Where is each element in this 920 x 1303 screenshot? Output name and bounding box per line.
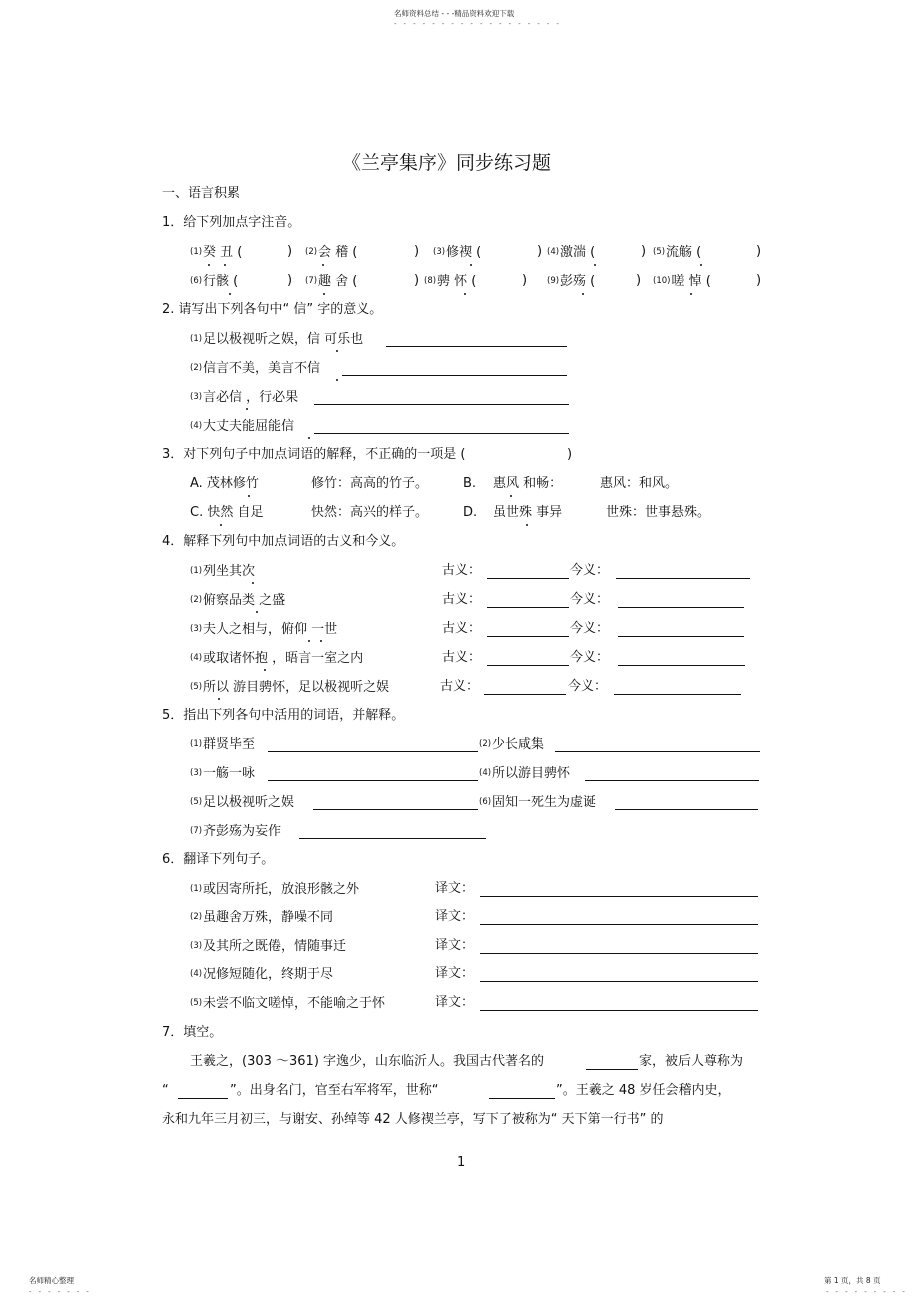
emphasis-dot	[224, 264, 226, 266]
footer-left-dashes: - - - - - - -	[29, 1288, 92, 1296]
q7-text: 王羲之，(303 ～361) 字逸少，山东临沂人。我国古代著名的	[190, 1054, 545, 1069]
q2-item: (3)言必信 ，行必果	[190, 390, 299, 405]
q2-item: (2)信言不美，美言不信	[190, 361, 321, 376]
answer-blank[interactable]	[487, 636, 569, 637]
yi-label: 译文：	[435, 938, 475, 953]
q3-option-b: B.	[463, 476, 477, 491]
q7-text: ”。出身名门，官至右军将军，世称“	[230, 1083, 439, 1098]
emphasis-dot	[246, 408, 248, 410]
q4-item: (1)列坐其次	[190, 564, 256, 579]
q4-item: (2)俯察品类 之盛	[190, 593, 286, 608]
page-number: 1	[457, 1155, 466, 1170]
header-dashes: - - - - - - - - - - - - - - - - - -	[394, 20, 562, 28]
q6-label: 6．翻译下列句子。	[162, 852, 275, 867]
footer-page-indicator: 第 1 页，共 8 页	[824, 1276, 881, 1285]
answer-blank[interactable]	[268, 751, 478, 752]
q1-close: )	[414, 244, 420, 259]
answer-blank[interactable]	[313, 809, 478, 810]
answer-blank[interactable]	[586, 1069, 638, 1070]
q5-item: (6)固知一死生为虚诞	[479, 795, 597, 810]
q2-label: 2. 请写出下列各句中“ 信” 字的意义。	[162, 302, 383, 317]
jin-label: 今义：	[570, 650, 610, 665]
q1-close: )	[287, 244, 293, 259]
answer-blank[interactable]	[487, 578, 569, 579]
answer-blank[interactable]	[480, 981, 758, 982]
q1-item: (9)彭殇 (	[547, 274, 596, 289]
q3-option-b-exp: 惠风：和风。	[600, 476, 679, 491]
page-title: 《兰亭集序》同步练习题	[342, 152, 552, 174]
q3-option-a-exp: 修竹：高高的竹子。	[311, 476, 429, 491]
q4-label: 4．解释下列句中加点词语的古义和今义。	[162, 534, 405, 549]
q5-item: (2)少长咸集	[479, 737, 545, 752]
q1-item: (6)行骸 (	[190, 274, 239, 289]
answer-blank[interactable]	[487, 665, 569, 666]
section-heading: 一、语言积累	[162, 186, 241, 201]
q6-item: (3)及其所之既倦，情随事迁	[190, 939, 347, 954]
q3-option-d: D.	[463, 505, 478, 520]
q7-text: “	[162, 1083, 169, 1098]
answer-blank[interactable]	[614, 694, 741, 695]
q7-text: 家，被后人尊称为	[639, 1054, 744, 1069]
emphasis-dot	[526, 524, 528, 526]
q2-item: (4)大丈夫能屈能信	[190, 419, 295, 434]
q5-item: (3)一觞一咏	[190, 766, 256, 781]
q1-item: (10)嗟 悼 (	[653, 274, 711, 289]
q1-close: )	[522, 273, 528, 288]
q3-option-d-exp: 世殊：世事悬殊。	[606, 505, 711, 520]
q4-item: (4)或取诸怀抱 ，晤言一室之内	[190, 651, 364, 666]
q7-text: 永和九年三月初三，与谢安、孙绰等 42 人修禊兰亭，写下了被称为“ 天下第一行书” 的	[162, 1112, 664, 1127]
q1-close: )	[641, 244, 647, 259]
answer-blank[interactable]	[585, 780, 759, 781]
answer-blank[interactable]	[299, 838, 486, 839]
emphasis-dot	[218, 698, 220, 700]
q1-close: )	[537, 244, 543, 259]
q3-option-c-exp: 快然：高兴的样子。	[311, 505, 429, 520]
emphasis-dot	[323, 293, 325, 295]
q2-item: (1)足以极视听之娱，信 可乐也	[190, 332, 364, 347]
q4-item: (5)所以 游目骋怀，足以极视听之娱	[190, 680, 390, 695]
gu-label: 古义：	[442, 621, 482, 636]
emphasis-dot	[464, 293, 466, 295]
answer-blank[interactable]	[178, 1098, 228, 1099]
gu-label: 古义：	[442, 592, 482, 607]
q6-item: (4)况修短随化，终期于尽	[190, 967, 334, 982]
q3-option-c: C. 快然 自足	[190, 505, 264, 520]
answer-blank[interactable]	[487, 607, 569, 608]
q7-label: 7．填空。	[162, 1025, 223, 1040]
jin-label: 今义：	[570, 563, 610, 578]
emphasis-dot	[256, 611, 258, 613]
answer-blank[interactable]	[618, 665, 745, 666]
q1-item: (4)激湍 (	[547, 245, 596, 260]
answer-blank[interactable]	[268, 780, 478, 781]
q1-item: (2)会 稽 (	[305, 245, 358, 260]
q7-text: ”。王羲之 48 岁任会稽内史，	[556, 1083, 731, 1098]
q3-close: )	[567, 447, 573, 462]
emphasis-dot	[320, 640, 322, 642]
q3-option-d-text: 虽世殊 事异	[493, 505, 563, 520]
yi-label: 译文：	[435, 909, 475, 924]
answer-blank[interactable]	[314, 404, 569, 405]
q6-item: (2)虽趣舍万殊，静噪不同	[190, 910, 334, 925]
q3-label: 3．对下列句子中加点词语的解释，不正确的一项是 (	[162, 447, 466, 462]
q1-item: (7)趣 舍 (	[305, 274, 358, 289]
yi-label: 译文：	[435, 881, 475, 896]
q3-option-b-text: 惠风 和畅：	[493, 476, 563, 491]
emphasis-dot	[264, 669, 266, 671]
emphasis-dot	[248, 495, 250, 497]
answer-blank[interactable]	[480, 953, 758, 954]
emphasis-dot	[229, 293, 231, 295]
q3-option-a: A. 茂林修竹	[190, 476, 259, 491]
q1-item: (3)修禊 (	[433, 245, 482, 260]
footer-right-dashes: - - - - - - - - -	[826, 1288, 908, 1296]
emphasis-dot	[252, 582, 254, 584]
q1-item: (1)癸 丑 (	[190, 245, 243, 260]
jin-label: 今义：	[570, 592, 610, 607]
answer-blank[interactable]	[618, 636, 744, 637]
q1-close: )	[287, 273, 293, 288]
answer-blank[interactable]	[616, 578, 750, 579]
q1-item: (5)流觞 (	[653, 245, 702, 260]
emphasis-dot	[220, 524, 222, 526]
emphasis-dot	[322, 264, 324, 266]
emphasis-dot	[510, 495, 512, 497]
q1-close: )	[636, 273, 642, 288]
q1-close: )	[756, 244, 762, 259]
emphasis-dot	[208, 264, 210, 266]
gu-label: 古义：	[442, 650, 482, 665]
q5-item: (7)齐彭殇为妄作	[190, 824, 282, 839]
emphasis-dot	[336, 350, 338, 352]
emphasis-dot	[470, 264, 472, 266]
emphasis-dot	[594, 264, 596, 266]
q6-item: (1)或因寄所托，放浪形骸之外	[190, 882, 360, 897]
yi-label: 译文：	[435, 995, 475, 1010]
emphasis-dot	[336, 379, 338, 381]
q1-close: )	[414, 273, 420, 288]
answer-blank[interactable]	[342, 375, 567, 376]
emphasis-dot	[690, 293, 692, 295]
q4-item: (3)夫人之相与，俯仰 一世	[190, 622, 338, 637]
answer-blank[interactable]	[615, 809, 758, 810]
answer-blank[interactable]	[386, 346, 567, 347]
jin-label: 今义：	[568, 679, 608, 694]
answer-blank[interactable]	[480, 924, 758, 925]
answer-blank[interactable]	[480, 1010, 758, 1011]
emphasis-dot	[308, 437, 310, 439]
q5-label: 5．指出下列各句中活用的词语，并解释。	[162, 708, 405, 723]
emphasis-dot	[700, 264, 702, 266]
answer-blank[interactable]	[314, 433, 569, 434]
q1-item: (8)骋 怀 (	[424, 274, 477, 289]
header-source-text: 名师资料总结 - - -精品资料欢迎下载	[394, 9, 515, 18]
q5-item: (4)所以游目骋怀	[479, 766, 571, 781]
answer-blank[interactable]	[489, 1098, 555, 1099]
q5-item: (5)足以极视听之娱	[190, 795, 295, 810]
emphasis-dot	[308, 640, 310, 642]
answer-blank[interactable]	[480, 896, 758, 897]
answer-blank[interactable]	[618, 607, 744, 608]
q1-close: )	[756, 273, 762, 288]
q1-label: 1．给下列加点字注音。	[162, 215, 301, 230]
q5-item: (1)群贤毕至	[190, 737, 256, 752]
q6-item: (5)未尝不临文嗟悼，不能喻之于怀	[190, 996, 386, 1011]
gu-label: 古义：	[440, 679, 480, 694]
emphasis-dot	[582, 293, 584, 295]
answer-blank[interactable]	[555, 751, 760, 752]
footer-left-text: 名师精心整理	[29, 1276, 74, 1285]
jin-label: 今义：	[570, 621, 610, 636]
answer-blank[interactable]	[484, 694, 566, 695]
yi-label: 译文：	[435, 966, 475, 981]
gu-label: 古义：	[442, 563, 482, 578]
